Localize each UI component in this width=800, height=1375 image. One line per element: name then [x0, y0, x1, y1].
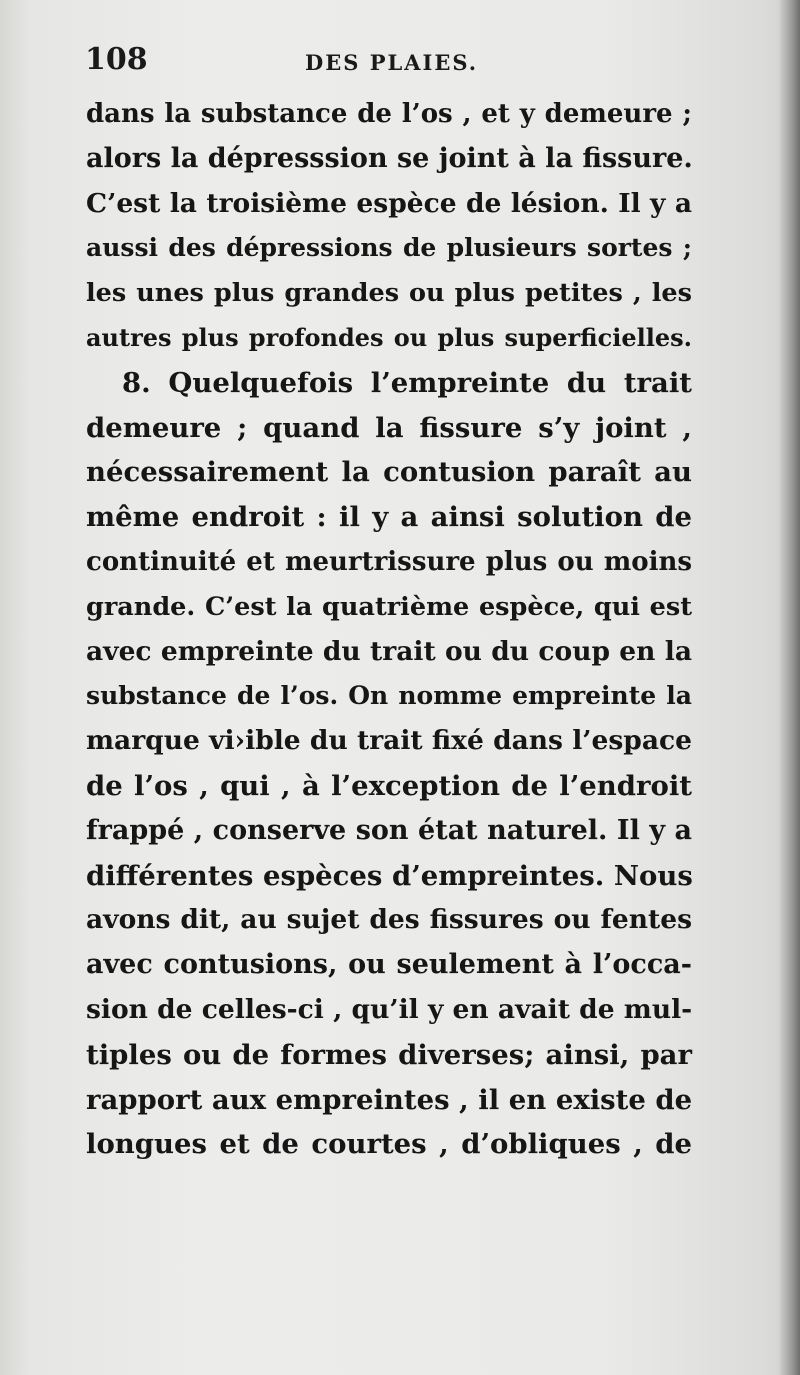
text-line: avec empreinte du trait ou du coup en la — [86, 635, 692, 667]
text-line: demeure ; quand la fissure s’y joint , — [86, 411, 692, 444]
text-line: tiples ou de formes diverses; ainsi, par — [86, 1038, 692, 1071]
text-line: rapport aux empreintes , il en existe de — [86, 1083, 693, 1116]
text-line: grande. C’est la quatrième espèce, qui est — [86, 591, 692, 622]
text-line: 8. Quelquefois l’empreinte du trait — [122, 366, 692, 399]
page-edge-shadow — [778, 0, 800, 1375]
text-line: autres plus profondes ou plus superficielles. — [86, 322, 692, 352]
text-line: marque vi›ible du trait fixé dans l’espace — [86, 725, 692, 757]
text-line: dans la substance de l’os , et y demeure ; — [86, 99, 692, 129]
text-line: longues et de courtes , d’obliques , de — [86, 1128, 692, 1161]
running-title: DES PLAIES. — [305, 50, 479, 75]
text-line: de l’os , qui , à l’exception de l’endroit — [86, 769, 692, 802]
text-line: nécessairement la contusion paraît au — [86, 456, 692, 489]
text-line: sion de celles-ci , qu’il y en avait de mul- — [86, 993, 693, 1025]
text-line: avec contusions, ou seulement à l’occa- — [86, 949, 692, 981]
text-line: continuité et meurtrissure plus ou moins — [86, 546, 692, 577]
text-line: frappé , conserve son état naturel. Il y a — [86, 814, 692, 846]
page-number: 108 — [85, 42, 148, 77]
text-line: même endroit : il y a ainsi solution de — [86, 501, 692, 534]
text-line: C’est la troisième espèce de lésion. Il y a — [86, 187, 692, 219]
page-header — [85, 42, 695, 82]
text-line: alors la dépresssion se joint à la fissure. — [86, 142, 693, 174]
text-line: les unes plus grandes ou plus petites , les — [86, 278, 692, 309]
body-text — [86, 92, 692, 1167]
text-line: différentes espèces d’empreintes. Nous — [86, 859, 693, 892]
text-line: aussi des dépressions de plusieurs sortes ; — [86, 233, 692, 263]
text-line: substance de l’os. On nomme empreinte la — [86, 681, 692, 711]
text-line: avons dit, au sujet des fissures ou fentes — [86, 904, 692, 936]
